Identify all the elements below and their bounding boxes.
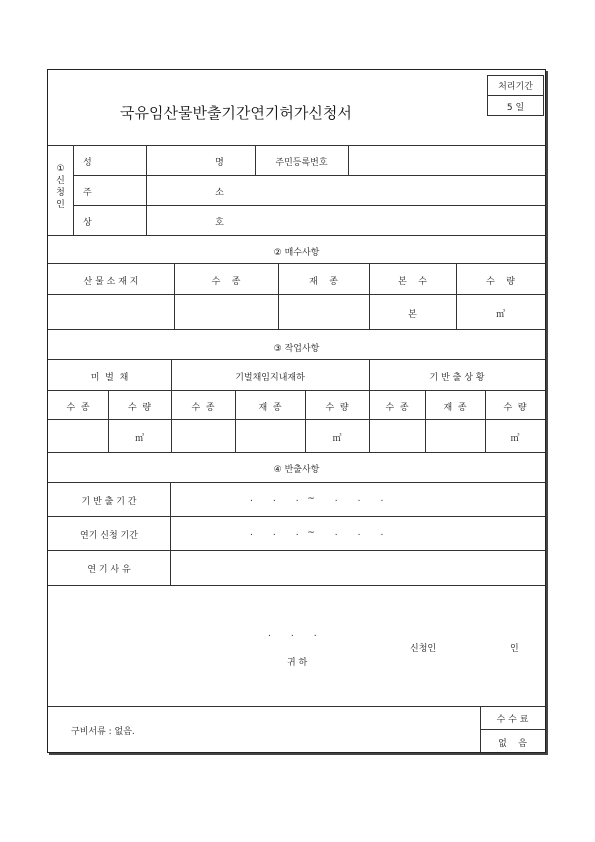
- purchase-col-count: 본 수: [398, 277, 427, 287]
- applicant-sign-label: 신청인: [410, 644, 437, 654]
- work-subcol: 수 량: [503, 403, 527, 413]
- work-subcol: 수 량: [127, 403, 152, 413]
- purchase-col-location: 산 물 소 재 지: [83, 277, 139, 287]
- work-unit-volume: ㎥: [134, 434, 144, 444]
- work-subcol: 수 량: [325, 403, 349, 413]
- form-title: 국유임산물반출기간연기허가신청서: [120, 104, 352, 122]
- name-label: 성 명: [83, 158, 224, 168]
- processing-label: 처리기간: [498, 82, 533, 92]
- application-date[interactable]: . . .: [268, 629, 317, 639]
- work-heading: ③ 작업사항: [273, 344, 320, 354]
- purchase-unit-volume: ㎥: [495, 310, 505, 320]
- work-unit-volume: ㎥: [510, 434, 520, 444]
- business-label: 상 호: [83, 218, 224, 228]
- purchase-col-volume: 수 량: [486, 277, 515, 287]
- extension-reason-label: 연 기 사 유: [87, 565, 131, 575]
- purchase-unit-count: 본: [408, 310, 417, 320]
- work-subcol: 수 종: [66, 403, 90, 413]
- work-unit-volume: ㎥: [332, 434, 342, 444]
- required-documents: 구비서류 : 없음.: [71, 727, 135, 737]
- name-field[interactable]: [147, 146, 254, 174]
- purchase-col-species: 수 종: [211, 277, 241, 287]
- removal-period-label: 기 반 출 기 간: [81, 497, 137, 507]
- purchase-col-material: 재 종: [309, 277, 338, 287]
- fee-label: 수 수 료: [496, 715, 529, 725]
- work-subcol: 재 종: [443, 403, 467, 413]
- extension-reason-field[interactable]: [171, 551, 544, 584]
- business-field[interactable]: [147, 206, 544, 234]
- purchase-heading: ② 매수사항: [273, 248, 320, 258]
- addressee: 귀 하: [287, 658, 308, 668]
- rrn-field[interactable]: [349, 146, 544, 174]
- work-group-cut-stock: 기벌채임지내재하: [235, 373, 305, 383]
- rrn-label: 주민등록번호: [275, 158, 328, 168]
- work-subcol: 재 종: [258, 403, 282, 413]
- processing-value: 5 일: [506, 103, 525, 113]
- extension-period-value[interactable]: . . . ~ . . .: [250, 528, 384, 538]
- work-subcol: 수 종: [191, 403, 215, 413]
- address-field[interactable]: [147, 176, 544, 204]
- removal-period-value[interactable]: . . . ~ . . .: [250, 494, 384, 504]
- seal-mark: 인: [510, 644, 519, 654]
- address-label: 주 소: [83, 188, 224, 198]
- work-subcol: 수 종: [385, 403, 409, 413]
- work-group-uncut: 미 벌 채: [90, 373, 129, 383]
- work-group-removed: 기 반 출 상 황: [429, 373, 485, 383]
- extension-period-label: 연기 신청 기간: [80, 531, 138, 541]
- removal-heading: ④ 반출사항: [273, 465, 320, 475]
- applicant-section-label: ① 신 청 인: [56, 164, 65, 210]
- fee-value: 없 음: [498, 739, 527, 749]
